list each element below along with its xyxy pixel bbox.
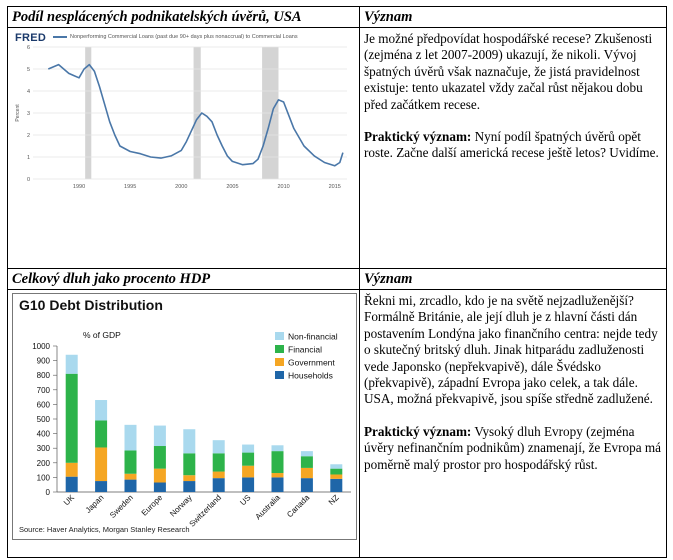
legend-label: Households [288,370,333,381]
g10-chart-cell [8,290,360,558]
x-tick-label: Switzerland [187,493,224,529]
g10-chart [12,293,357,540]
y-tick-label: 3 [26,111,30,117]
x-tick-label: 1990 [72,184,86,190]
bar-segment-financial [301,456,313,468]
bar-segment-non-financial [272,445,284,451]
x-tick-label: Norway [168,493,194,519]
y-tick-label: 900 [36,356,50,366]
y-tick-label: 500 [36,415,50,424]
x-tick-label: Canada [285,493,312,520]
bar-segment-financial [66,374,78,463]
bar-segment-financial [213,453,225,471]
legend-swatch [275,358,284,366]
bar-segment-non-financial [242,445,254,453]
row1-left-header: Podíl nesplácených podnikatelských úvěrů, USA [8,7,360,28]
bar-segment-government [213,472,225,479]
bar-segment-government [330,474,342,478]
bar-segment-households [95,481,107,492]
y-tick-label: 2 [26,133,30,139]
fred-chart-cell [8,28,360,269]
bar-segment-households [242,477,254,492]
x-tick-label: 1995 [124,184,137,190]
g10-plot [13,294,358,541]
y-tick-label: 100 [36,473,50,483]
y-tick-label: 0 [26,177,30,183]
bar-segment-government [154,469,166,483]
legend-swatch [275,332,284,340]
x-tick-label: Australia [253,493,282,522]
bar-segment-financial [95,420,107,447]
fred-legend [53,34,298,40]
bar-segment-households [213,478,225,492]
bar-segment-households [66,477,78,492]
bar-segment-non-financial [183,429,195,453]
bar-segment-households [125,480,137,492]
bar-segment-non-financial [125,425,137,451]
x-tick-label: 2005 [226,184,239,190]
bar-segment-financial [183,453,195,475]
bar-segment-government [183,475,195,481]
x-tick-label: 2015 [328,184,341,190]
fred-plot [13,31,351,193]
y-tick-label: 6 [26,45,30,51]
row2-right-header: Význam [360,269,667,290]
x-tick-label: Japan [83,493,106,515]
x-tick-label: Sweden [108,493,135,520]
bar-segment-government [272,473,284,477]
bar-segment-financial [330,469,342,475]
y-tick-label: 5 [26,67,30,73]
row2-left-header: Celkový dluh jako procento HDP [8,269,360,290]
row2-practical-label: Praktický význam: [364,423,472,439]
fred-logo: FRED [15,32,47,44]
row2-paragraph: Řekni mi, zrcadlo, kdo je na světě nejzadluženější? Formálně Británie, ale její dluh je z hlavní části dán postavením Londýna jako finančního centra: nejde tedy o skutečný britský dluh. Jinak hitparádu zadluženosti vede Japonsko (nepřekvapivě), dále Švédsko (překvapivě), západní Evropa jako celek, a tak dále. USA, možná překvapivě, jsou spíše středně zadlužené. [364,293,658,407]
legend-label: Financial [288,344,323,355]
row1-practical [364,129,662,162]
row1-paragraph: Je možné předpovídat hospodářské recese? Zkušenosti (zejména z let 2007-2009) ukazují, že nikoli. Vývoj špatných úvěrů však naznačuje, že jistá pravidelnost existuje: tento ukazatel vždy začal růst nějakou dobu před začátkem recese. [364,31,653,112]
row1-practical-label: Praktický význam: [364,129,472,145]
x-tick-label: UK [61,493,77,508]
y-axis-label: Percent [15,104,21,122]
x-tick-label: 2010 [277,184,290,190]
y-tick-label: 0 [45,488,50,497]
legend-swatch [275,345,284,353]
x-tick-label: 2000 [175,184,188,190]
bar-segment-financial [272,451,284,473]
row1-right-header: Význam [360,7,667,28]
bar-segment-non-financial [154,426,166,446]
y-tick-label: 300 [36,444,50,454]
document-table [7,6,667,558]
bar-segment-non-financial [301,451,313,456]
y-tick-label: 400 [36,429,50,439]
legend-line-swatch [53,36,67,38]
legend-label: Government [288,357,335,368]
g10-chart-title: G10 Debt Distribution [19,297,163,313]
row1-explanation [360,28,667,269]
y-tick-label: 800 [36,371,50,381]
bar-segment-government [95,447,107,481]
x-tick-label: US [238,493,253,508]
bar-segment-financial [242,453,254,466]
bar-segment-non-financial [95,400,107,420]
fred-chart [13,31,351,193]
row2-explanation [360,290,667,558]
x-tick-label: NZ [326,493,341,507]
legend-label: Non-financial [288,331,338,342]
y-tick-label: 1000 [32,342,50,351]
bar-segment-non-financial [330,464,342,468]
bar-segment-government [66,463,78,477]
row2-practical-text: Vysoký dluh Evropy (zejména úvěry nefinančním podnikům) znamenají, že Evropa má poměrně malý prostor pro hospodářský růst. [364,423,661,472]
bar-segment-households [154,483,166,492]
y-tick-label: 600 [36,400,50,410]
y-tick-label: 4 [26,89,30,95]
x-tick-label: Europe [139,493,165,518]
row1-practical-text: Nyní podíl špatných úvěrů opět roste. Začne další americká recese ještě letos? Uvidíme. [364,129,659,161]
legend-swatch [275,371,284,379]
bar-segment-financial [154,446,166,469]
bar-segment-government [242,466,254,478]
bar-segment-financial [125,450,137,473]
y-tick-label: 700 [36,385,50,395]
unit-label: % of GDP [83,330,121,340]
fred-legend-label: Nonperforming Commercial Loans (past due 90+ days plus nonaccrual) to Commercial Loans [70,34,298,40]
y-tick-label: 200 [36,458,50,468]
y-tick-label: 1 [26,155,30,161]
row2-practical [364,424,662,473]
bar-segment-households [301,478,313,492]
bar-segment-government [301,468,313,478]
bar-segment-households [272,477,284,492]
bar-segment-non-financial [66,355,78,374]
bar-segment-government [125,474,137,480]
bar-segment-households [330,479,342,492]
bar-segment-households [183,481,195,492]
bar-segment-non-financial [213,440,225,453]
g10-source: Source: Haver Analytics, Morgan Stanley Research [19,525,190,534]
